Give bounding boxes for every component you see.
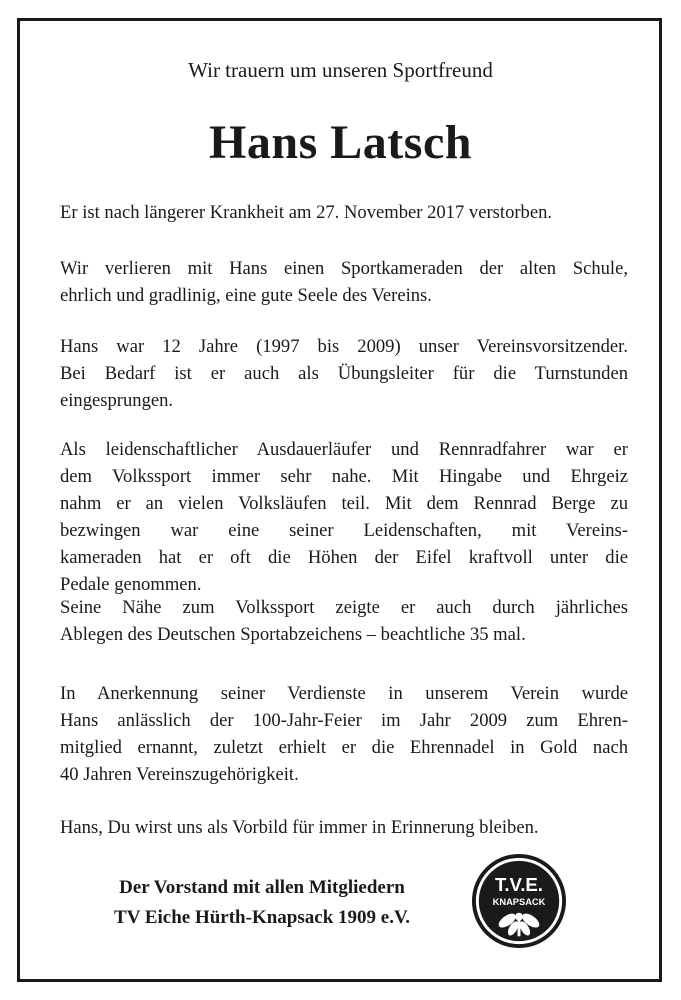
text-line: Hans war 12 Jahre (1997 bis 2009) unser Vereinsvorsitzender. bbox=[60, 336, 628, 357]
paragraph-sports bbox=[60, 436, 628, 598]
club-logo-icon bbox=[470, 852, 568, 950]
deceased-name: Hans Latsch bbox=[209, 116, 472, 169]
signature-club: TV Eiche Hürth-Knapsack 1909 e.V. bbox=[114, 907, 410, 928]
paragraph-tribute bbox=[60, 255, 628, 309]
text-line: Als leidenschaftlicher Ausdauerläufer und Rennradfahrer war er bbox=[60, 439, 628, 460]
text-line: Bei Bedarf ist er auch als Übungsleiter für die Turnstunden bbox=[60, 363, 628, 384]
signature-board: Der Vorstand mit allen Mitgliedern bbox=[119, 877, 405, 898]
text-line: Wir verlieren mit Hans einen Sportkameraden der alten Schule, bbox=[60, 258, 628, 279]
paragraph-sportabzeichen bbox=[60, 594, 628, 648]
text-line: Hans, Du wirst uns als Vorbild für immer in Erinnerung bleiben. bbox=[60, 817, 539, 838]
text-line: dem Volkssport immer sehr nahe. Mit Hingabe und Ehrgeiz bbox=[60, 466, 628, 487]
text-line: kameraden hat er oft die Höhen der Eifel kraftvoll unter die bbox=[60, 547, 628, 568]
logo-title: T.V.E. bbox=[495, 874, 543, 896]
text-line: Er ist nach längerer Krankheit am 27. November 2017 verstorben. bbox=[60, 202, 553, 223]
text-line: nahm er an vielen Volksläufen teil. Mit dem Rennrad Berge zu bbox=[60, 493, 628, 514]
paragraph-honorary-member bbox=[60, 680, 628, 788]
text-line: Hans anlässlich der 100-Jahr-Feier im Jahr 2009 zum Ehren- bbox=[60, 710, 628, 731]
text-line: ehrlich und gradlinig, eine gute Seele des Vereins. bbox=[60, 285, 432, 306]
paragraph-farewell bbox=[60, 814, 628, 841]
text-line: mitglied ernannt, zuletzt erhielt er die Ehrennadel in Gold nach bbox=[60, 737, 628, 758]
signature-block bbox=[72, 873, 452, 933]
text-line: Pedale genommen. bbox=[60, 574, 202, 595]
logo-subtitle: KNAPSACK bbox=[492, 896, 546, 907]
text-line: Seine Nähe zum Volkssport zeigte er auch durch jährliches bbox=[60, 597, 628, 618]
text-line: 40 Jahren Vereinszugehörigkeit. bbox=[60, 764, 299, 785]
text-line: bezwingen war eine seiner Leidenschaften, mit Vereins- bbox=[60, 520, 628, 541]
paragraph-chairman bbox=[60, 333, 628, 414]
text-line: eingesprungen. bbox=[60, 390, 174, 411]
intro-line: Wir trauern um unseren Sportfreund bbox=[188, 58, 493, 82]
text-line: In Anerkennung seiner Verdienste in unserem Verein wurde bbox=[60, 683, 628, 704]
text-line: Ablegen des Deutschen Sportabzeichens – beachtliche 35 mal. bbox=[60, 624, 526, 645]
paragraph-death-notice bbox=[60, 199, 628, 226]
